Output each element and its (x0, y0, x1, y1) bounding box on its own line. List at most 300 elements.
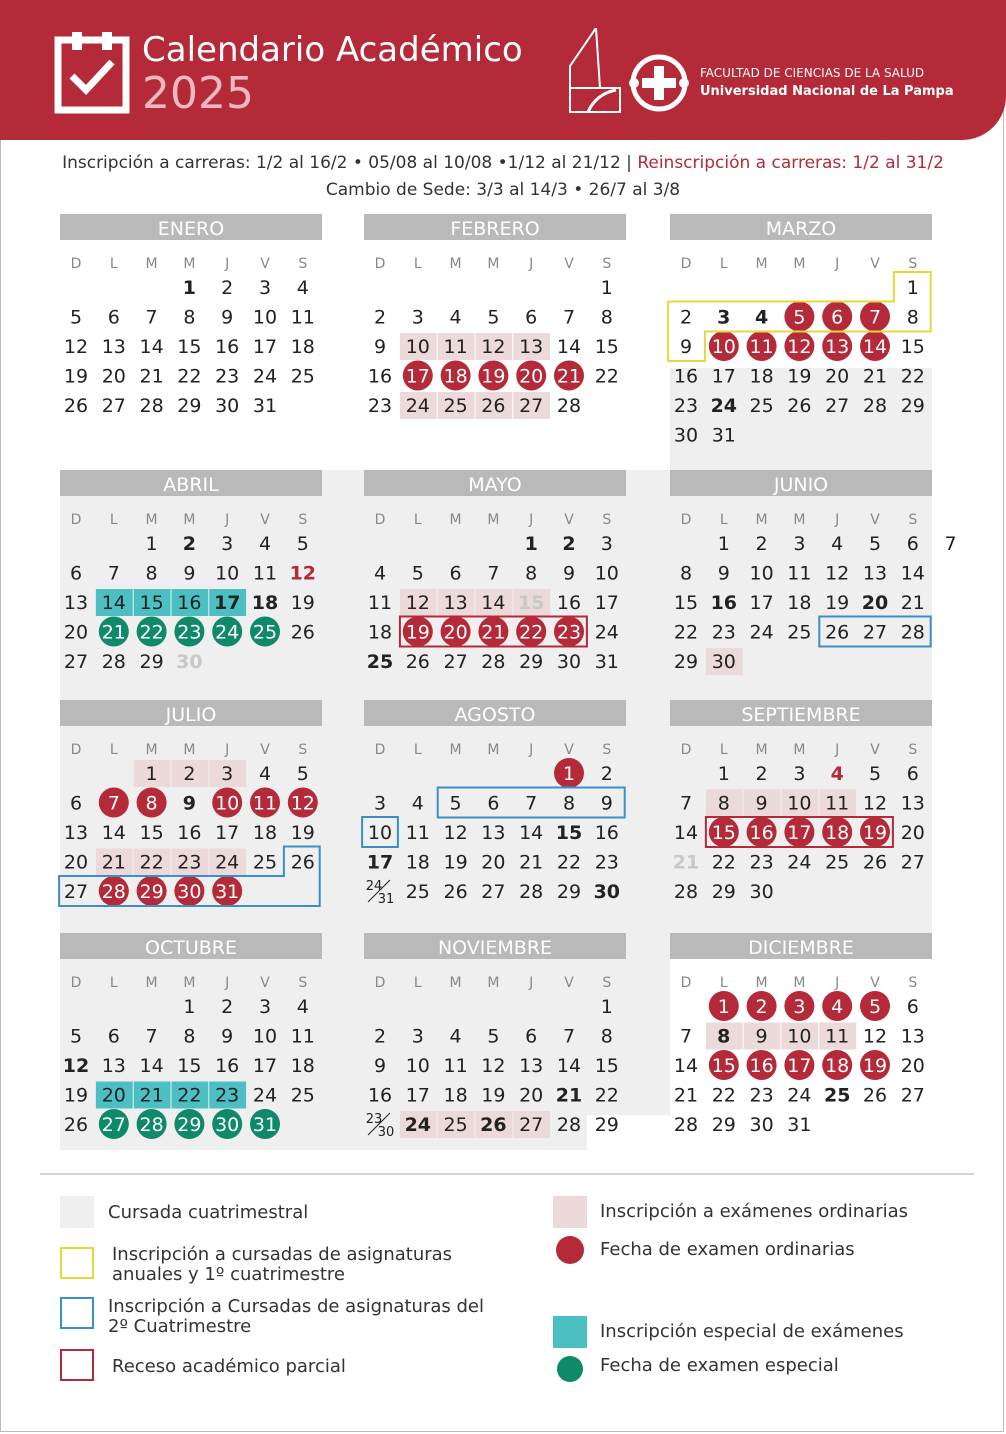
day-number: 1 (600, 277, 613, 299)
day-number: 17 (213, 592, 241, 614)
day-number: 22 (711, 1084, 736, 1107)
day-number: 29 (177, 1114, 202, 1136)
day-number: 18 (825, 1055, 850, 1077)
day-number: 3 (600, 533, 613, 555)
day-number: 3 (258, 996, 272, 1018)
day-number: 29 (519, 651, 544, 673)
weekday-label: V (870, 975, 880, 991)
day-number: 19 (862, 822, 888, 844)
day-number: 10 (405, 1055, 430, 1077)
day-number: 10 (215, 792, 240, 815)
day-number: 13 (101, 1055, 126, 1077)
weekday-label: V (260, 742, 270, 758)
weekday-label: M (183, 512, 196, 528)
day-number: 22 (594, 1084, 619, 1107)
day-number: 20 (63, 621, 89, 644)
day-number: 15 (711, 822, 736, 844)
day-number: 21 (672, 851, 700, 874)
day-number: 26 (480, 1114, 507, 1136)
day-number: 4 (449, 306, 462, 329)
day-number: 11 (787, 562, 812, 585)
day-number: 28 (101, 881, 126, 903)
day-number: 23 (367, 395, 393, 417)
weekday-label: J (529, 512, 534, 528)
day-number: 27 (101, 395, 126, 417)
day-number: 6 (449, 562, 462, 585)
day-number: 20 (900, 822, 925, 844)
weekday-label: M (183, 742, 196, 758)
weekday-label: D (680, 975, 692, 991)
month-name: FEBRERO (450, 218, 540, 240)
day-number: 5 (69, 306, 83, 329)
weekday-label: M (487, 975, 500, 991)
day-number: 3 (793, 996, 806, 1018)
day-number: 15 (711, 1055, 736, 1077)
day-number: 16 (177, 822, 202, 844)
day-number: 13 (900, 792, 925, 815)
legend-label: Fecha de examen ordinarias (600, 1239, 855, 1260)
month-name: MAYO (468, 474, 522, 496)
day-number: 20 (861, 592, 889, 614)
day-number: 11 (825, 1025, 850, 1048)
university-name: Universidad Nacional de La Pampa (700, 84, 954, 99)
weekday-label: D (70, 256, 82, 272)
day-number: 28 (139, 1114, 164, 1136)
day-number: 23 (365, 1112, 383, 1127)
weekday-label: S (908, 742, 918, 758)
day-number: 7 (562, 306, 576, 329)
day-number: 10 (711, 336, 736, 358)
day-number: 17 (711, 365, 736, 388)
day-number: 21 (555, 1084, 583, 1107)
day-number: 28 (556, 1114, 582, 1136)
day-number: 4 (449, 1025, 462, 1048)
day-number: 2 (755, 533, 768, 555)
weekday-label: M (145, 975, 158, 991)
day-number: 13 (825, 336, 850, 358)
day-number: 16 (749, 1055, 774, 1077)
day-number: 14 (519, 822, 544, 844)
day-number: 22 (177, 365, 202, 388)
day-number: 29 (177, 395, 202, 417)
day-number: 18 (405, 851, 430, 874)
day-number: 9 (183, 562, 196, 585)
day-number: 27 (900, 1084, 925, 1107)
day-number: 5 (868, 996, 882, 1018)
day-number: 27 (519, 1114, 544, 1136)
day-number: 24 (252, 365, 278, 388)
day-number: 4 (258, 533, 272, 555)
month-name: JUNIO (773, 474, 829, 496)
day-number: 28 (900, 621, 925, 644)
day-number: 27 (101, 1114, 126, 1136)
day-number: 27 (443, 651, 468, 673)
day-number: 12 (481, 1055, 506, 1077)
day-number: 11 (252, 792, 278, 815)
page-title: Calendario Académico (142, 30, 523, 70)
day-number: 23 (749, 1084, 774, 1107)
day-number: 8 (906, 306, 919, 329)
day-number: 18 (825, 822, 850, 844)
weekday-label: L (413, 975, 422, 991)
day-number: 24 (215, 621, 240, 644)
day-number: 16 (594, 822, 619, 844)
day-number: 22 (519, 621, 544, 644)
day-number: 8 (183, 1025, 196, 1048)
day-number: 10 (405, 336, 430, 358)
day-number: 10 (252, 1025, 278, 1048)
day-number: 7 (525, 792, 538, 815)
day-number: 8 (525, 562, 538, 585)
day-number: 2 (221, 996, 234, 1018)
day-number: 3 (373, 792, 387, 815)
day-number: 9 (755, 1025, 768, 1048)
weekday-label: S (602, 975, 612, 991)
day-number: 20 (443, 621, 468, 644)
day-number: 8 (600, 1025, 613, 1048)
weekday-label: L (109, 742, 118, 758)
day-number: 12 (862, 1025, 888, 1048)
weekday-label: M (793, 742, 806, 758)
day-number: 26 (825, 621, 850, 644)
day-number: 12 (290, 792, 315, 815)
day-number: 30 (176, 651, 203, 673)
day-number: 24 (787, 1084, 812, 1107)
weekday-label: S (602, 742, 612, 758)
weekday-label: L (413, 512, 422, 528)
legend-swatch-yellow-box (61, 1248, 93, 1278)
day-number: 3 (411, 306, 424, 329)
day-number: 14 (101, 592, 126, 614)
day-number: 26 (63, 395, 89, 417)
weekday-label: S (908, 512, 918, 528)
day-number: 4 (296, 996, 309, 1018)
weekday-label: M (487, 742, 500, 758)
weekday-label: D (680, 742, 692, 758)
day-number: 8 (183, 306, 196, 329)
day-number: 7 (679, 1025, 693, 1048)
day-number: 14 (862, 336, 888, 358)
day-number: 1 (562, 763, 576, 785)
weekday-label: M (755, 512, 768, 528)
day-number: 5 (793, 306, 806, 329)
day-number: 3 (793, 763, 806, 785)
weekday-label: D (70, 975, 82, 991)
day-number: 30 (749, 1114, 774, 1136)
day-number: 9 (221, 306, 234, 329)
weekday-label: L (109, 512, 118, 528)
day-number: 21 (139, 1084, 164, 1107)
day-number: 16 (215, 1055, 240, 1077)
day-number: 12 (62, 1055, 90, 1077)
day-number: 7 (487, 562, 500, 585)
legend-swatch-blue-box (61, 1298, 93, 1328)
day-number: 23 (215, 1084, 240, 1107)
weekday-label: L (719, 975, 728, 991)
weekday-label: S (298, 975, 308, 991)
day-number: 28 (139, 395, 164, 417)
weekday-label: V (564, 975, 574, 991)
legend-swatch-pink (553, 1196, 587, 1228)
day-number: 23 (556, 621, 582, 644)
day-number: 11 (405, 822, 430, 844)
day-number: 27 (519, 395, 544, 417)
day-number: 3 (793, 533, 806, 555)
day-number: 13 (63, 822, 89, 844)
day-number: 16 (556, 592, 582, 614)
day-number: 24 (787, 851, 812, 874)
weekday-label: J (835, 975, 840, 991)
day-number: 30 (377, 1125, 395, 1140)
day-number: 15 (177, 1055, 202, 1077)
legend-label: Receso académico parcial (112, 1356, 346, 1377)
day-number: 21 (556, 365, 582, 388)
day-number: 2 (562, 533, 576, 555)
day-number: 12 (443, 822, 468, 844)
day-number: 14 (900, 562, 925, 585)
day-number: 19 (405, 621, 430, 644)
day-number: 4 (296, 277, 309, 299)
day-number: 2 (373, 1025, 387, 1048)
weekday-label: M (487, 256, 500, 272)
day-number: 29 (711, 1114, 736, 1136)
day-number: 1 (717, 533, 730, 555)
weekday-label: D (70, 512, 82, 528)
day-number: 21 (139, 365, 164, 388)
day-number: 18 (443, 1084, 468, 1107)
day-number: 25 (252, 621, 278, 644)
day-number: 1 (145, 763, 158, 785)
day-number: 3 (221, 533, 234, 555)
day-number: 21 (673, 1084, 699, 1107)
day-number: 11 (367, 592, 393, 614)
day-number: 29 (556, 881, 582, 903)
day-number: 23 (711, 621, 736, 644)
day-number: 7 (679, 792, 693, 815)
day-number: 20 (63, 851, 89, 874)
day-number: 5 (868, 763, 882, 785)
day-number: 2 (373, 306, 387, 329)
weekday-label: L (413, 742, 422, 758)
weekday-label: M (755, 742, 768, 758)
day-number: 24 (710, 395, 738, 417)
day-number: 7 (107, 562, 120, 585)
weekday-label: J (529, 256, 534, 272)
day-number: 31 (252, 395, 278, 417)
day-number: 14 (101, 822, 126, 844)
day-number: 18 (290, 1055, 315, 1077)
day-number: 1 (182, 277, 197, 299)
day-number: 8 (145, 792, 158, 815)
day-number: 15 (900, 336, 925, 358)
day-number: 19 (290, 822, 315, 844)
month-name: MARZO (765, 218, 837, 240)
weekday-label: S (908, 975, 918, 991)
day-number: 15 (177, 336, 202, 358)
day-number: 14 (673, 822, 699, 844)
day-number: 23 (177, 621, 202, 644)
day-number: 15 (517, 592, 545, 614)
day-number: 17 (405, 1084, 430, 1107)
weekday-label: M (449, 256, 462, 272)
day-number: 23 (749, 851, 774, 874)
day-number: 6 (525, 306, 538, 329)
weekday-label: L (719, 512, 728, 528)
day-number: 7 (145, 306, 158, 329)
day-number: 1 (600, 996, 613, 1018)
day-number: 16 (367, 1084, 393, 1107)
faculty-name: FACULTAD DE CIENCIAS DE LA SALUD (700, 66, 925, 80)
day-number: 29 (594, 1114, 619, 1136)
weekday-label: M (145, 256, 158, 272)
day-number: 15 (594, 1055, 619, 1077)
day-number: 21 (101, 851, 126, 874)
day-number: 18 (443, 365, 468, 388)
day-number: 8 (600, 306, 613, 329)
day-number: 27 (63, 651, 89, 673)
day-number: 13 (101, 336, 126, 358)
day-number: 3 (258, 277, 272, 299)
day-number: 2 (183, 763, 196, 785)
day-number: 11 (252, 562, 278, 585)
day-number: 9 (373, 1055, 387, 1077)
day-number: 3 (221, 763, 234, 785)
day-number: 4 (411, 792, 424, 815)
day-number: 19 (290, 592, 315, 614)
day-number: 13 (519, 1055, 544, 1077)
day-number: 9 (679, 336, 693, 358)
day-number: 26 (443, 881, 468, 903)
weekday-label: M (183, 975, 196, 991)
weekday-label: D (374, 975, 386, 991)
month-name: JULIO (165, 704, 217, 726)
day-number: 23 (673, 395, 699, 417)
legend-label: Inscripción especial de exámenes (600, 1321, 904, 1342)
day-number: 20 (519, 1084, 544, 1107)
day-number: 19 (481, 1084, 506, 1107)
day-number: 11 (443, 336, 468, 358)
day-number: 30 (215, 1114, 240, 1136)
day-number: 26 (405, 651, 430, 673)
day-number: 30 (749, 881, 774, 903)
day-number: 28 (101, 651, 126, 673)
day-number: 22 (139, 851, 164, 874)
weekday-label: D (680, 256, 692, 272)
page-year: 2025 (142, 68, 254, 119)
day-number: 2 (679, 306, 693, 329)
weekday-label: L (719, 256, 728, 272)
legend-swatch-green-dot (557, 1356, 583, 1382)
day-number: 17 (405, 365, 430, 388)
day-number: 19 (63, 365, 89, 388)
day-number: 1 (717, 996, 730, 1018)
day-number: 4 (831, 996, 844, 1018)
day-number: 9 (221, 1025, 234, 1048)
day-number: 9 (600, 792, 613, 815)
day-number: 27 (63, 881, 89, 903)
month-febrero (364, 214, 626, 419)
day-number: 5 (69, 1025, 83, 1048)
day-number: 6 (107, 1025, 120, 1048)
weekday-label: L (109, 975, 118, 991)
day-number: 22 (673, 621, 699, 644)
day-number: 17 (215, 822, 240, 844)
month-name: NOVIEMBRE (437, 937, 553, 959)
day-number: 25 (290, 365, 315, 388)
day-number: 20 (900, 1055, 925, 1077)
weekday-label: M (487, 512, 500, 528)
day-number: 15 (594, 336, 619, 358)
day-number: 20 (101, 1084, 126, 1107)
day-number: 28 (673, 881, 699, 903)
day-number: 24 (405, 395, 430, 417)
day-number: 13 (481, 822, 506, 844)
day-number: 1 (183, 996, 196, 1018)
day-number: 17 (594, 592, 619, 614)
day-number: 18 (252, 822, 278, 844)
day-number: 26 (290, 851, 315, 874)
day-number: 2 (600, 763, 613, 785)
day-number: 28 (673, 1114, 699, 1136)
day-number: 29 (711, 881, 736, 903)
day-number: 14 (139, 336, 164, 358)
day-number: 2 (755, 763, 768, 785)
day-number: 5 (296, 763, 309, 785)
day-number: 2 (221, 277, 234, 299)
day-number: 27 (825, 395, 850, 417)
day-number: 5 (487, 1025, 500, 1048)
weekday-label: V (564, 256, 574, 272)
day-number: 28 (519, 881, 544, 903)
day-number: 24 (749, 621, 774, 644)
day-number: 16 (710, 592, 738, 614)
weekday-label: M (183, 256, 196, 272)
day-number: 1 (906, 277, 919, 299)
day-number: 9 (182, 792, 197, 815)
weekday-label: V (564, 742, 574, 758)
day-number: 12 (787, 336, 812, 358)
legend-swatch-gray (60, 1196, 94, 1228)
day-number: 5 (487, 306, 500, 329)
day-number: 31 (215, 881, 240, 903)
weekday-label: M (755, 256, 768, 272)
legend-swatch-red-dot (556, 1236, 584, 1264)
day-number: 8 (562, 792, 576, 815)
day-number: 24 (404, 1114, 432, 1136)
day-number: 26 (290, 621, 315, 644)
day-number: 17 (366, 851, 394, 874)
day-number: 25 (290, 1084, 315, 1107)
day-number: 21 (862, 365, 888, 388)
day-number: 17 (749, 592, 774, 614)
day-number: 7 (868, 306, 882, 329)
weekday-label: M (793, 256, 806, 272)
day-number: 24 (365, 879, 383, 894)
weekday-label: L (719, 742, 728, 758)
day-number: 18 (251, 592, 279, 614)
weekday-label: L (413, 256, 422, 272)
day-number: 19 (63, 1084, 89, 1107)
campus-change-info: Cambio de Sede: 3/3 al 14/3 • 26/7 al 3/8 (325, 180, 681, 200)
weekday-label: V (564, 512, 574, 528)
day-number: 4 (830, 763, 844, 785)
month-name: ENERO (157, 218, 225, 240)
day-number: 18 (787, 592, 812, 614)
day-number: 12 (289, 562, 317, 585)
weekday-label: S (602, 256, 612, 272)
day-number: 28 (481, 651, 506, 673)
day-number: 22 (139, 621, 164, 644)
